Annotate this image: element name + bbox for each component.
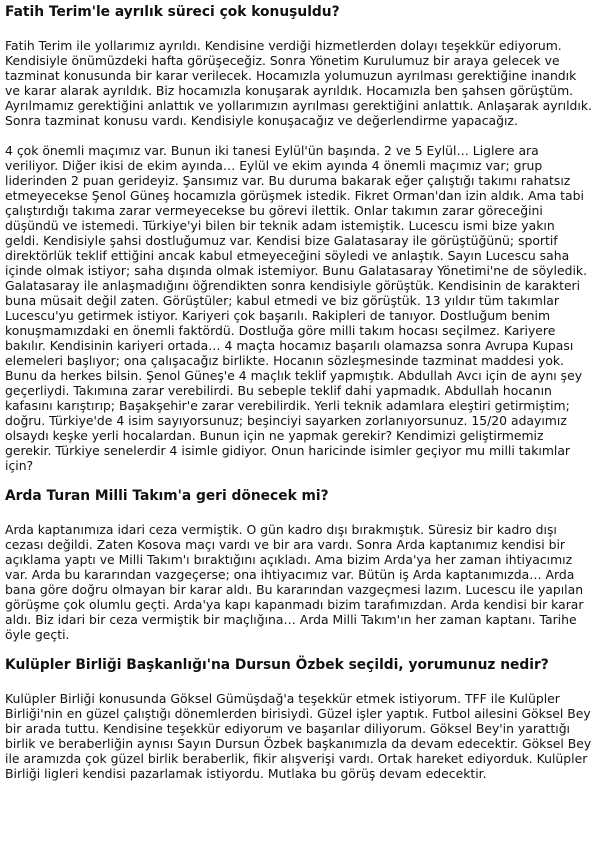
paragraph-arda-1: Arda kaptanımıza idari ceza vermiştik. O gün kadro dışı bırakmıştık. Süresiz bir kadro dışı cezası değildi. Zaten Kosova maçı vardı ve bir ara vardı. Sonra Arda kaptanımız kendisi bir açıklama yaptı ve Milli Takım'ı bıraktığını açıkladı. Ama bizim Arda'ya her zaman ihtiyacımız var. Arda bu kararından vazgeçerse; ona ihtiyacımız var. Bütün iş Arda kaptanımızda… Arda bana göre doğru olmayan bir karar aldı. Bu kararından vazgeçmesi lazım. Lucescu ile yapılan görüşme çok olumlu geçti. Arda'ya kapı kapanmadı bizim tarafımızdan. Arda kendisi bir karar aldı. Biz idari bir ceza vermiştik bir maçlığına… Arda Milli Takım'ın her zaman kaptanı. Tarihe öyle geçti.: [5, 522, 584, 642]
section-heading-kulupler: Kulüpler Birliği Başkanlığı'na Dursun Özbek seçildi, yorumunuz nedir?: [5, 657, 549, 673]
paragraph-terim-1: Fatih Terim ile yollarımız ayrıldı. Kendisine verdiği hizmetlerden dolayı teşekkür ediyorum. Kendisiyle önümüzdeki hafta görüşeceğiz. Sonra Yönetim Kurulumuz bir araya gelecek ve tazminat konusunda bir karar verilecek. Hocamızla yolumuzun ayrılması gerektiğine inandık ve karar alarak ayrıldık. Biz hocamızla konuşarak ayrıldık. Hocamızla ben şahsen görüştüm. Ayrılmamız gerektiğini anlattık ve yollarımızın ayrılması gerektiğini anlattık. Anlaşarak ayrıldık. Sonra tazminat konusu vardı. Kendisiyle konuşacağız ve değerlendirme yapacağız.: [5, 38, 592, 128]
section-heading-arda: Arda Turan Milli Takım'a geri dönecek mi?: [5, 488, 329, 504]
section-heading-terim: Fatih Terim'le ayrılık süreci çok konuşuldu?: [5, 4, 340, 20]
paragraph-kulupler-1: Kulüpler Birliği konusunda Göksel Gümüşdağ'a teşekkür etmek istiyorum. TFF ile Kulüpler Birliği'nin en güzel çalıştığı dönemlerden birisiydi. Güzel işler yaptık. Futbol ailesini Göksel Bey bir arada tuttu. Kendisine teşekkür ediyorum ve başarılar diliyorum. Göksel Bey'in yarattığı birlik ve beraberliğin aynısı Sayın Dursun Özbek başkanımızla da devam edecektir. Göksel Bey ile aramızda çok güzel birlik beraberlik, fikir alışverişi vardı. Ortak hareket ediyorduk. Kulüpler Birliği ligleri kendisi pazarlamak istiyordu. Mutlaka bu görüş devam edecektir.: [5, 691, 592, 781]
paragraph-terim-2: 4 çok önemli maçımız var. Bunun iki tanesi Eylül'ün başında. 2 ve 5 Eylül… Liglere ara veriliyor. Diğer ikisi de ekim ayında… Eylül ve ekim ayında 4 önemli maçımız var; grup liderinden 2 puan gerideyiz. Şansımız var. Bu duruma bakarak eğer çalıştığı takımı rahatsız etmeyecekse Şenol Güneş hocamızla görüşmek istedik. Fikret Orman'dan izin aldık. Ama tabi çalıştırdığı takıma zarar vermeyecekse bu görevi ilettik. Onlar takımın zarar göreceğini düşündü ve istemedi. Türkiye'yi bilen bir teknik adam istemiştik. Lucescu ismi bize yakın geldi. Kendisiyle şahsi dostluğumuz var. Kendisi bize Galatasaray ile görüştüğünü; sportif direktörlük teklif ettiğini ancak kabul etmeyeceğini söyledi ve anlaştık. Sayın Lucescu saha içinde olmak istiyor; saha dışında olmak istemiyor. Bunu Galatasaray Yönetimi'ne de söyledik. Galatasaray ile anlaşmadığını öğrendikten sonra kendisiyle görüştük. Kendisinin de karakteri buna müsait değil zaten. Görüştüler; kabul etmedi ve biz görüştük. 13 yıldır tüm takımlar Lucescu'yu getirmek istiyor. Kariyeri çok başarılı. Rakipleri de tanıyor. Dostluğum benim konuşmamızdaki en önemli faktördü. Dostluğa göre milli takım hocası seçilmez. Kariyere bakılır. Kendisinin kariyeri ortada… 4 maçta hocamız başarılı olamazsa sonra Avrupa Kupası elemeleri başlıyor; ona çalışacağız birlikte. Hocanın sözleşmesinde tazminat maddesi yok. Bunu da herkes bilsin. Şenol Güneş'e 4 maçlık teklif yapmıştık. Abdullah Avcı için de aynı şey geçerliydi. Takımına zarar verebilirdi. Bu sebeple teklif dahi yapmadık. Abdullah hocanın kafasını karıştırıp; Başakşehir'e zarar verebilirdik. Yerli teknik adamlara eleştiri getirmiştim; doğru. Türkiye'de 4 isim sayıyorsunuz; beşinciyi sayarken zorlanıyorsunuz. 15/20 adayımız olsaydı keşke yerli hocalardan. Bunun için ne yapmak gerekir? Kendimizi geliştirmemiz gerekir. Türkiye senelerdir 4 isimle gidiyor. Onun haricinde isimler geçiyor mu milli takımlar için?: [5, 143, 588, 473]
